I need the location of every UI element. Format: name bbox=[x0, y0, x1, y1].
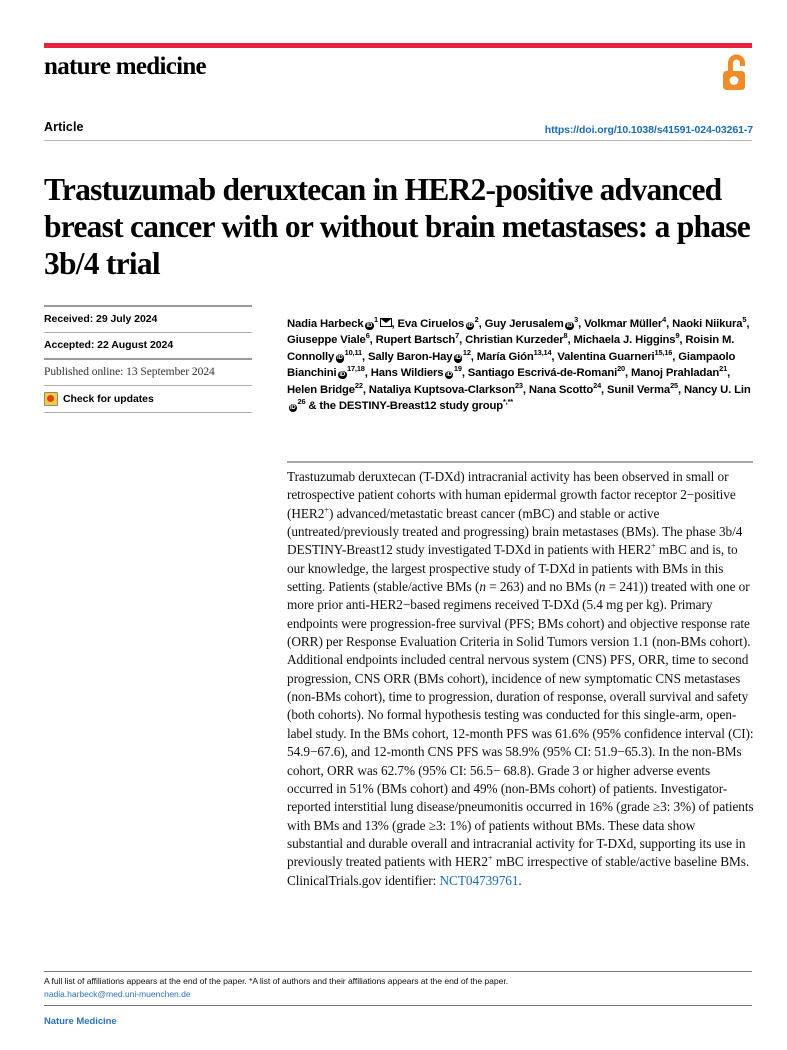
orcid-icon[interactable]: iD bbox=[467, 322, 473, 329]
author-name[interactable]: Roisin M. Connolly bbox=[287, 334, 735, 363]
abstract-end-punctuation: . bbox=[518, 872, 522, 888]
author-list: Nadia Harbeck $iD^1$ , Eva Ciruelos $iD^2$, Guy Jerusalem $iD^3$, Volkmar Müller$^4$, Naoki Niikura$^5$, Giuseppe Viale$^6$, Rupert Bartsch$^7$, Christian Kurzeder$^8$, Michaela J. Higgins$^9$, Roisin M. Connolly iD$^{10,11}$, Sally Baron-Hay $iD^{12}$, María Gión$^{13,14}$, Valentina Guarneri$^{15,16}$, Giampaolo Bianchini iD$^{17,18}$, Hans Wildiers $iD^{19}$, Santiago Escrivá-de-Romani$^{20}$, Manoj Prahladan$^{21}$, Helen Bridge$^{22}$, Nataliya Kuptsova-Clarkson$^{23}$, Nana Scotto$^{24}$, Sunil Verma$^{25}$, Nancy U. LiniD$^{26}$ & the DESTINY-Breast12 study group*,** bbox=[287, 315, 751, 413]
author-name[interactable]: Nadia Harbeck bbox=[287, 318, 364, 330]
doi-link[interactable]: https://doi.org/10.1038/s41591-024-03261-7 bbox=[544, 124, 753, 136]
received-date: Received: 29 July 2024 bbox=[44, 313, 158, 325]
author-name[interactable]: María Gión bbox=[476, 350, 534, 363]
orcid-icon[interactable]: iD bbox=[566, 322, 573, 329]
affiliations-note: A full list of affiliations appears at the end of the paper. *A list of authors and their affiliations appears at the end of the paper. bbox=[44, 976, 508, 986]
author-name[interactable]: Nataliya Kuptsova-Clarkson bbox=[368, 383, 515, 396]
brand-accent-rule bbox=[44, 43, 752, 48]
author-name[interactable]: Manoj Prahladan bbox=[630, 367, 720, 380]
abstract-body: Trastuzumab deruxtecan (T-DXd) intracranial activity has been observed in small or retrospective patient cohorts with human epidermal growth factor receptor 2−positive (HER2+) advanced/metastatic breast cancer (mBC) and stable or active (untreated/previously treated and progressing) brain metastases (BMs). The phase 3b/4 DESTINY-Breast12 study investigated T-DXd in patients with HER2+ mBC and is, to our knowledge, the largest prospective study of T-DXd in patients with BMs in this setting. Patients (stable/active BMs (n = 263) and no BMs (n = 241)) treated with one or more prior anti-HER2−based regimens received T-DXd (5.4 mg per kg). Primary endpoints were progression-free survival (PFS; BMs cohort) and objective response rate (ORR) per Response Evaluation Criteria in Solid Tumors version 1.1 (non-BMs cohort). Additional endpoints included central nervous system (CNS) PFS, ORR, time to second progression, CNS ORR (BMs cohort), incidence of new symptomatic CNS metastases (non-BMs cohort), time to progression, duration of response, overall survival and safety (both cohorts). No formal hypothesis testing was conducted for this single-arm, open-label study. In the BMs cohort, 12-month PFS was 61.6% (95% confidence interval (CI): 54.9−67.6), and 12-month CNS PFS was 58.9% (95% CI: 51.9−65.3). In the non-BMs cohort, ORR was 62.7% (95% CI: 56.5− 68.8). Grade 3 or higher adverse events occurred in 51% (BMs cohort) and 49% (non-BMs cohort) of patients. Investigator-reported interstitial lung disease/pneumonitis occurred in 16% (grade ≥3: 3%) of patients with BMs and 13% (grade ≥3: 1%) of patients without BMs. These data show substantial and durable overall and intracranial activity for T-DXd, supporting its use in previously treated patients with HER2+ mBC irrespective of stable/active baseline BMs. ClinicalTrials.gov identifier: bbox=[287, 469, 754, 888]
check-for-updates-label: Check for updates bbox=[63, 392, 154, 405]
author-name[interactable]: Giampaolo Bianchini bbox=[287, 350, 736, 380]
check-for-updates-button[interactable] bbox=[44, 386, 252, 412]
orcid-icon[interactable]: iD bbox=[446, 371, 452, 378]
orcid-icon[interactable]: iD bbox=[289, 404, 296, 411]
orcid-icon[interactable]: iD bbox=[337, 355, 343, 362]
author-name[interactable]: Guy Jerusalem bbox=[484, 318, 564, 330]
author-name[interactable]: Volkmar Müller bbox=[584, 318, 663, 330]
kicker-divider bbox=[44, 140, 752, 141]
article-type-kicker: Article bbox=[44, 120, 84, 134]
author-name[interactable]: Rupert Bartsch bbox=[375, 334, 456, 347]
author-name[interactable]: Sunil Verma bbox=[607, 383, 671, 396]
author-name[interactable]: Naoki Niikura bbox=[672, 318, 743, 330]
accepted-date: Accepted: 22 August 2024 bbox=[44, 339, 174, 351]
crossmark-icon bbox=[44, 392, 58, 406]
corresponding-email-link[interactable]: nadia.harbeck@med.uni-muenchen.de bbox=[44, 989, 191, 999]
orcid-icon[interactable]: iD bbox=[455, 355, 461, 362]
open-access-lock-icon bbox=[719, 52, 753, 92]
published-date: Published online: 13 September 2024 bbox=[44, 366, 215, 378]
abstract-divider bbox=[287, 461, 753, 463]
meta-divider bbox=[44, 412, 252, 413]
author-name[interactable]: Eva Ciruelos bbox=[397, 318, 465, 330]
orcid-icon[interactable]: iD bbox=[366, 322, 373, 329]
journal-masthead: nature medicine bbox=[44, 53, 206, 80]
footer-divider-top bbox=[44, 971, 752, 972]
footer-divider-bottom bbox=[44, 1005, 752, 1006]
study-group-name: the DESTINY-Breast12 study group bbox=[319, 400, 503, 413]
author-name[interactable]: Christian Kurzeder bbox=[465, 334, 564, 347]
author-name[interactable]: Hans Wildiers bbox=[370, 367, 444, 380]
publication-metadata bbox=[44, 305, 252, 413]
page-title: Trastuzumab deruxtecan in HER2-positive advanced breast cancer with or without brain metastases: a phase 3b/4 trial bbox=[44, 172, 750, 282]
orcid-icon[interactable]: iD bbox=[339, 371, 346, 378]
author-name[interactable]: Valentina Guarneri bbox=[557, 350, 655, 363]
author-name[interactable]: Nancy U. Lin bbox=[683, 383, 751, 396]
author-name[interactable]: Giuseppe Viale bbox=[287, 334, 366, 347]
journal-name-footer: Nature Medicine bbox=[44, 1016, 117, 1027]
author-name[interactable]: Michaela J. Higgins bbox=[573, 334, 676, 347]
abstract bbox=[287, 468, 754, 890]
envelope-icon[interactable] bbox=[380, 318, 392, 328]
author-name[interactable]: Santiago Escrivá-de-Romani bbox=[467, 367, 618, 380]
author-name[interactable]: Nana Scotto bbox=[528, 383, 594, 396]
clinical-trial-link[interactable]: NCT04739761 bbox=[439, 872, 519, 888]
author-name[interactable]: Helen Bridge bbox=[287, 383, 355, 396]
author-name[interactable]: Sally Baron-Hay bbox=[367, 350, 453, 363]
